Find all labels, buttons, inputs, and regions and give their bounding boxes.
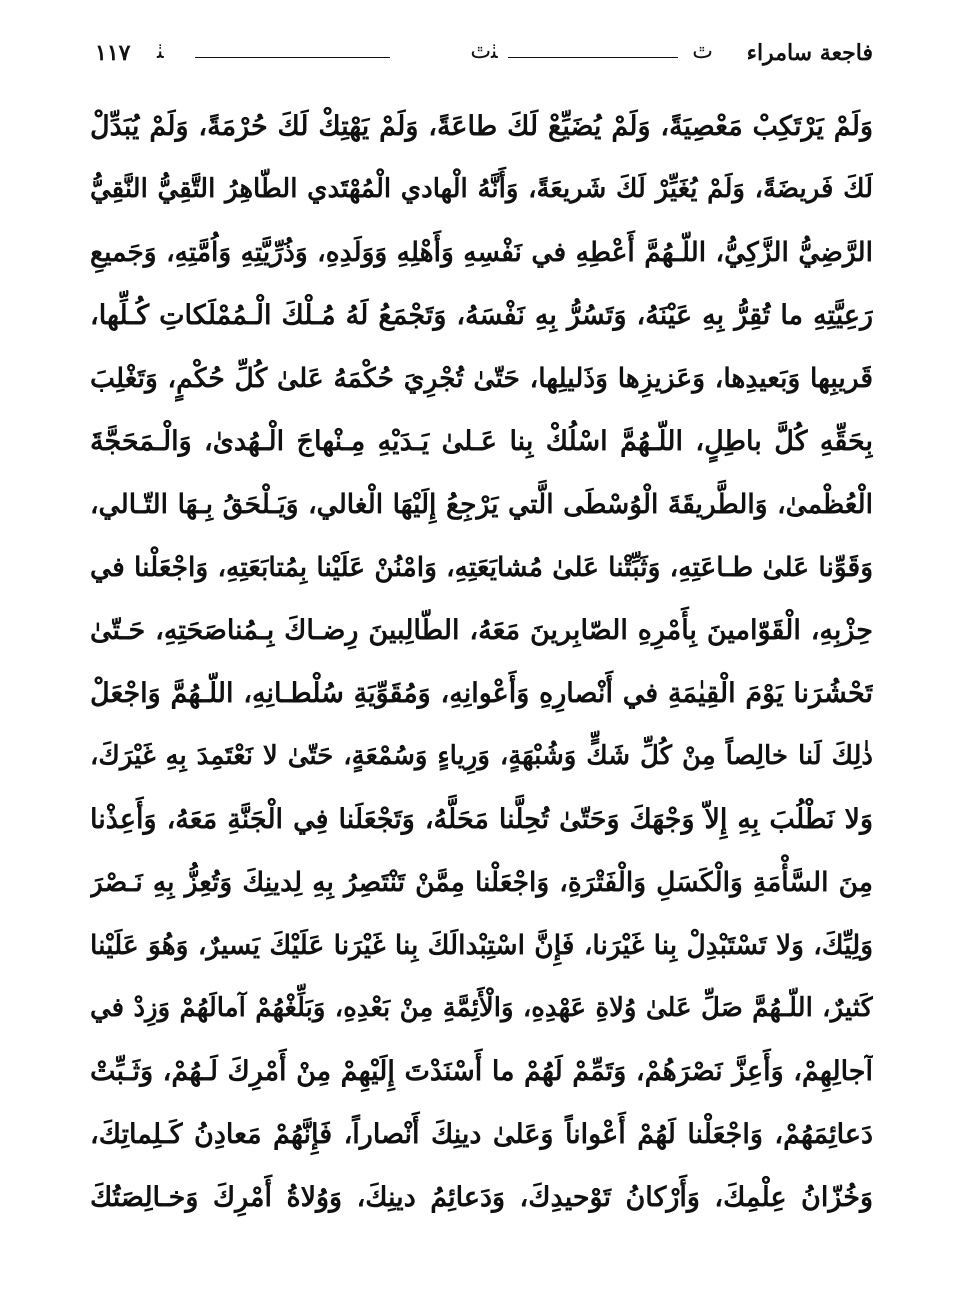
ornament-icon: ﭡ bbox=[157, 39, 164, 64]
text-line: الْعُظْمىٰ، وَالطَّريقَةَ الْوُسْطَى الَّتي يَرْجِعُ إِلَيْهَا الْغالي، وَيَـلْحَقُ بِـهَا التّـالي، bbox=[90, 489, 873, 520]
page-header bbox=[95, 38, 873, 78]
text-line: الرَّضِيُّ الزَّكِيُّ، اللّـهُمَّ أَعْطِهِ في نَفْسِهِ وَأَهْلِهِ وَوَلَدِهِ، وَذُرِّيَّتِهِ وَاُمَّتِهِ، وَجَميعِ bbox=[90, 237, 873, 268]
text-line: كَثيرٌ، اللّـهُمَّ صَلِّ عَلىٰ وُلاةِ عَهْدِهِ، وَالْأَئِمَّةِ مِنْ بَعْدِهِ، وَبَلِّغْهُمْ آمالَهُمْ وَزِدْ في bbox=[90, 993, 873, 1023]
text-line: لَكَ فَريضَةً، وَلَمْ يُغَيِّرْ لَكَ شَريعَةً، وَأَنَّهُ الْهادي الْمُهْتَدي الطّاهِرُ التَّقِيُّ النَّقِيُّ bbox=[90, 174, 873, 204]
page-number: ١١٧ bbox=[95, 40, 131, 66]
text-line: ذٰلِكَ لَنا خالِصاً مِنْ كُلِّ شَكٍّ وَشُبْهَةٍ، وَرِياءٍ وَسُمْعَةٍ، حَتّىٰ لا نَعْتَمِدَ بِهِ غَيْرَكَ، bbox=[90, 741, 873, 771]
text-line: آجالِهِمْ، وَأَعِزَّ نَصْرَهُمْ، وَتَمِّمْ لَهُمْ ما أَسْنَدْتَ إِلَيْهِمْ مِنْ أَمْرِكَ لَـهُمْ، وَثَـبِّتْ bbox=[90, 1056, 873, 1087]
text-line: وَلا نَطْلُبَ بِهِ إِلاّ وَجْهَكَ وَحَتّىٰ تُحِلَّنا مَحَلَّهُ، وَتَجْعَلَنا فِي الْجَنَّةِ مَعَهُ، وَأَعِذْنا bbox=[90, 804, 873, 835]
text-line: حِزْبِهِ، الْقَوّامينَ بِأَمْرِهِ الصّابِرينَ مَعَهُ، الطّالِبينَ رِضـاكَ بِـمُناصَحَتِهِ، حَـتّىٰ bbox=[90, 615, 873, 646]
text-line: تَحْشُرَنا يَوْمَ الْقِيٰمَةِ في أَنْصارِهِ وَأَعْوانِهِ، وَمُقَوِّيَةِ سُلْطـانِهِ، اللّـهُمَّ وَاجْعَلْ bbox=[90, 678, 873, 709]
ornament-icon: ﭡﭢ bbox=[470, 39, 498, 64]
header-rule bbox=[508, 57, 678, 58]
text-line: وَلَمْ يَرْتَكِبْ مَعْصِيَةً، وَلَمْ يُضَيِّعْ لَكَ طاعَةً، وَلَمْ يَهْتِكْ لَكَ حُرْمَةً، وَلَمْ يُبَدِّلْ bbox=[90, 111, 873, 142]
text-line: قَريبِها وَبَعيدِها، وَعَزيزِها وَذَليلِها، حَتّىٰ تُجْرِيَ حُكْمَهُ عَلىٰ كُلِّ حُكْمٍ، وَتَغْلِبَ bbox=[90, 363, 873, 394]
text-line: دَعائِمَهُمْ، وَاجْعَلْنا لَهُمْ أَعْواناً وَعَلىٰ دينِكَ أَنْصاراً، فَإِنَّهُمْ مَعادِنُ كَـلِماتِكَ، bbox=[90, 1119, 873, 1150]
body-text bbox=[90, 95, 873, 1229]
ornament-icon: ﭢ bbox=[692, 39, 713, 64]
text-line: وَقَوِّنا عَلىٰ طـاعَتِهِ، وَثَبِّتْنا عَلىٰ مُشايَعَتِهِ، وَامْنُنْ عَلَيْنا بِمُتابَعَتِهِ، وَاجْعَلْنا في bbox=[90, 552, 873, 583]
text-line: مِنَ السَّأْمَةِ وَالْكَسَلِ وَالْفَتْرَةِ، وَاجْعَلْنا مِمَّنْ تَنْتَصِرُ بِهِ لِدينِكَ وَتُعِزُّ بِهِ نَـصْرَ bbox=[90, 867, 873, 898]
text-line: وَخُزّانُ عِلْمِكَ، وَأَرْكانُ تَوْحيدِكَ، وَدَعائِمُ دينِكَ، وَوُلاةُ أَمْرِكَ وَخـالِصَتُكَ bbox=[90, 1182, 873, 1213]
text-line: وَلِيِّكَ، وَلا تَسْتَبْدِلْ بِنا غَيْرَنا، فَإِنَّ اسْتِبْدالَكَ بِنا غَيْرَنا عَلَيْكَ يَسيرٌ، وَهُوَ عَلَيْنا bbox=[90, 930, 873, 961]
running-title: فاجعة سامراء bbox=[746, 40, 873, 66]
header-rule bbox=[195, 57, 390, 58]
text-line: بِحَقِّهِ كُلَّ باطِلٍ، اللّـهُمَّ اسْلُكْ بِنا عَـلىٰ يَـدَيْهِ مِـنْهاجَ الْـهُدىٰ، وَالْـمَحَجَّةَ bbox=[90, 426, 873, 457]
text-line: رَعِيَّتِهِ ما تُقِرُّ بِهِ عَيْنَهُ، وَتَسُرُّ بِهِ نَفْسَهُ، وَتَجْمَعُ لَهُ مُـلْكَ الْـمُمْلَكاتِ كُـلِّها، bbox=[90, 300, 873, 331]
